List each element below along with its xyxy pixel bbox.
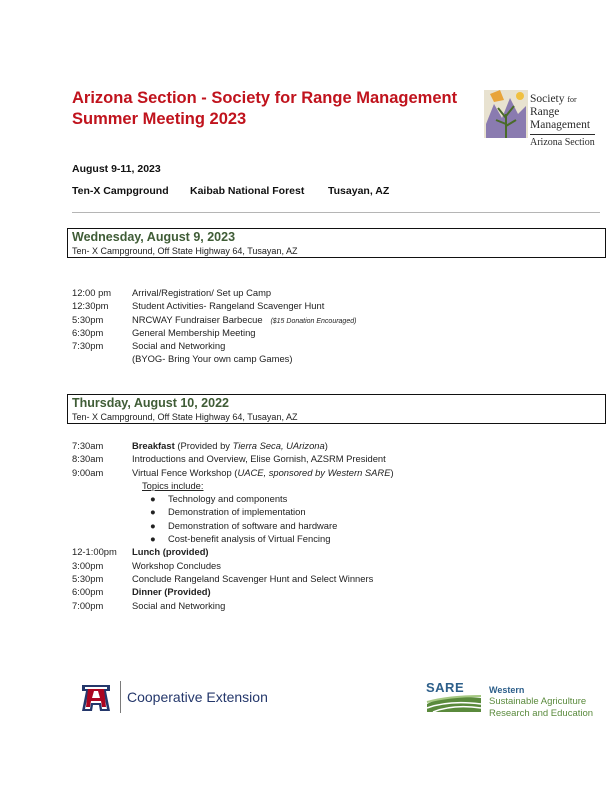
- topic-text: Cost-benefit analysis of Virtual Fencing: [168, 533, 331, 545]
- row-time: 6:30pm: [72, 326, 104, 338]
- row-note: ($15 Donation Encouraged): [270, 317, 357, 325]
- row-desc: Social and Networking: [132, 340, 226, 352]
- bullet-icon: ●: [150, 493, 156, 505]
- sare-text: [489, 684, 593, 720]
- title-line-1: Arizona Section - Society for Range Management: [72, 89, 458, 107]
- srm-line1: Society: [530, 93, 565, 105]
- day2-location: Ten- X Campground, Off State Highway 64, Tusayan, AZ: [72, 412, 298, 422]
- title-line-2: Summer Meeting 2023: [72, 110, 247, 128]
- day2-title: Thursday, August 10, 2022: [72, 396, 229, 410]
- lunch-label: Lunch (provided): [132, 546, 209, 558]
- row-desc: Conclude Rangeland Scavenger Hunt and Select Winners: [132, 572, 374, 584]
- footer-divider: [120, 681, 121, 713]
- srm-line2: Range: [530, 106, 560, 118]
- srm-logo-text: [530, 93, 595, 149]
- workshop-post: ): [390, 466, 394, 478]
- sare-line3: Research and Education: [489, 708, 594, 719]
- row-desc: Arrival/Registration/ Set up Camp: [132, 287, 272, 298]
- row-time: 5:30pm: [72, 572, 104, 584]
- row-desc: [132, 314, 356, 325]
- topic-text: Demonstration of software and hardware: [168, 519, 338, 531]
- day1-title: Wednesday, August 9, 2023: [72, 230, 236, 244]
- sare-line1: Western: [489, 685, 525, 695]
- row-time: 8:30am: [72, 453, 104, 465]
- topic-text: Technology and components: [168, 493, 288, 505]
- srm-line4: Arizona Section: [530, 134, 595, 149]
- town-text: Tusayan, AZ: [328, 185, 390, 197]
- dates-text: August 9-11, 2023: [72, 163, 161, 175]
- cooperative-extension-text: Cooperative Extension: [127, 689, 268, 705]
- row-desc: [132, 586, 211, 597]
- topic-text: Demonstration of implementation: [168, 506, 306, 518]
- breakfast-sponsor: Tierra Seca, UArizona: [232, 440, 325, 451]
- row-time: 9:00am: [72, 466, 104, 478]
- day2-header: [67, 394, 606, 424]
- srm-line3: Management: [530, 119, 591, 131]
- row-time: 12:00 pm: [72, 287, 112, 298]
- row-desc: Introductions and Overview, Elise Gornish, AZSRM President: [132, 453, 386, 465]
- row-time: 5:30pm: [72, 313, 104, 325]
- row-time: 7:00pm: [72, 599, 104, 611]
- page-title: [72, 88, 457, 130]
- row-time: 7:30pm: [72, 340, 104, 352]
- row-time: 12-1:00pm: [72, 546, 117, 558]
- row-time: 3:00pm: [72, 559, 104, 571]
- sare-wordmark: SARE: [426, 680, 465, 695]
- row-desc: (BYOG- Bring Your own camp Games): [132, 353, 293, 365]
- day1-location: Ten- X Campground, Off State Highway 64, Tusayan, AZ: [72, 246, 298, 256]
- row-desc: General Membership Meeting: [132, 326, 256, 338]
- row-time: 7:30am: [72, 440, 104, 451]
- row-desc: [132, 546, 209, 557]
- bullet-icon: ●: [150, 533, 156, 545]
- row-desc: Student Activities- Rangeland Scavenger Hunt: [132, 300, 325, 312]
- row-desc: [132, 467, 394, 478]
- dinner-label: Dinner (Provided): [132, 586, 211, 598]
- sare-line2: Sustainable Agriculture: [489, 696, 587, 707]
- divider: [72, 212, 600, 213]
- forest-text: Kaibab National Forest: [190, 185, 305, 197]
- breakfast-post: ): [324, 440, 328, 451]
- university-of-arizona-logo-icon: [80, 683, 112, 713]
- row-desc-text: NRCWAY Fundraiser Barbecue: [132, 313, 263, 325]
- breakfast-label: Breakfast: [132, 440, 175, 451]
- row-time: 6:00pm: [72, 586, 104, 598]
- breakfast-pre: (Provided by: [174, 440, 233, 451]
- row-desc: Social and Networking: [132, 599, 226, 611]
- bullet-icon: ●: [150, 519, 156, 531]
- row-desc: Workshop Concludes: [132, 559, 221, 571]
- row-desc: [132, 440, 328, 451]
- campground-text: Ten-X Campground: [72, 185, 169, 197]
- srm-line1-small: for: [567, 95, 577, 104]
- workshop-sponsor: UACE, sponsored by Western SARE: [237, 466, 391, 478]
- bullet-icon: ●: [150, 506, 156, 518]
- row-time: 12:30pm: [72, 300, 109, 312]
- workshop-pre: Virtual Fence Workshop (: [132, 466, 238, 478]
- day1-header: [67, 228, 606, 258]
- topics-heading: Topics include:: [142, 479, 204, 491]
